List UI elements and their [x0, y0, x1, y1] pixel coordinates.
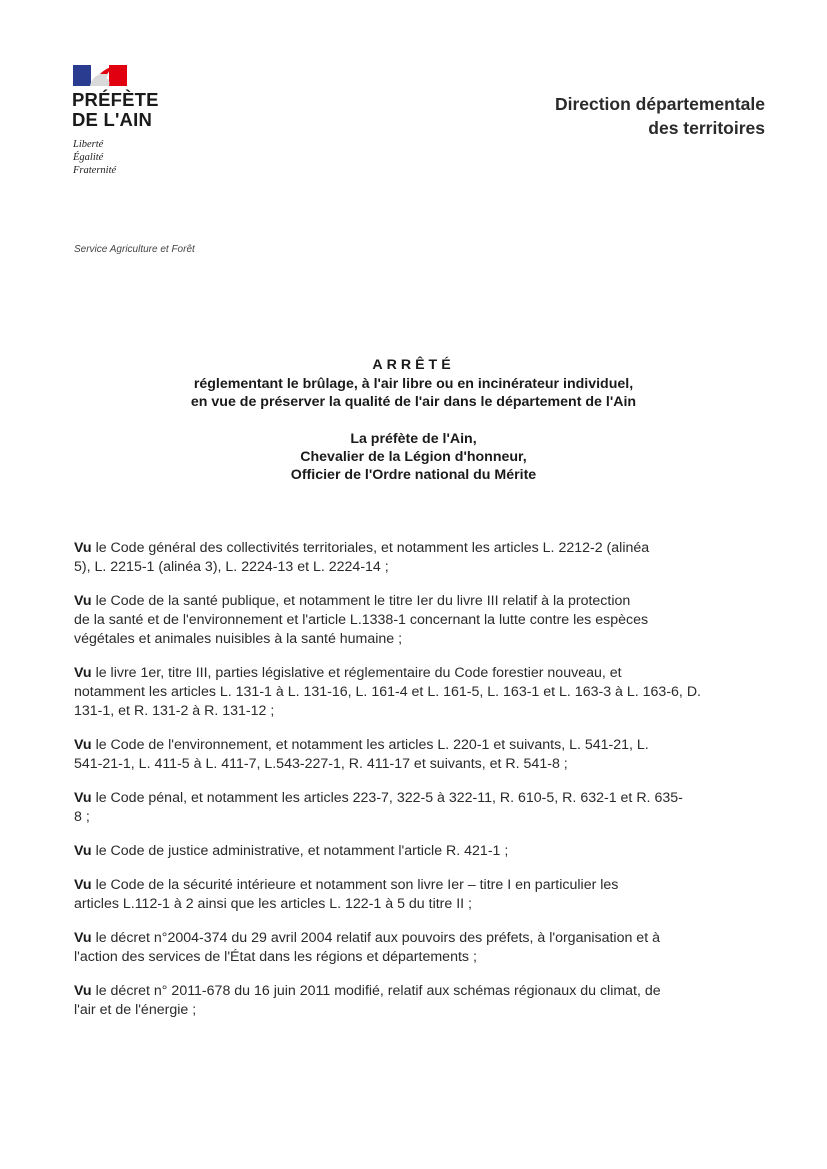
- visa-vu-label: Vu: [74, 593, 92, 609]
- visa-line: [74, 630, 764, 649]
- visa-line: [74, 929, 764, 948]
- decree-subtitle-line-2: en vue de préserver la qualité de l'air dans le département de l'Ain: [190, 394, 637, 410]
- logo-blue-band: [73, 65, 91, 86]
- visa-line: [74, 789, 764, 808]
- visa-line: [74, 539, 764, 558]
- visa-text: 8 ;: [74, 809, 90, 825]
- visa-text: articles L.112-1 à 2 ainsi que les articles L. 122-1 à 5 du titre II ;: [74, 896, 472, 912]
- logo-red-band: [109, 65, 127, 86]
- visa-line: [74, 1001, 764, 1020]
- visa-vu-label: Vu: [74, 843, 92, 859]
- visa-line: [74, 702, 764, 721]
- visa-paragraph: [74, 539, 764, 577]
- visa-paragraph: [74, 664, 764, 721]
- issuing-direction: [555, 92, 765, 140]
- visa-vu-label: Vu: [74, 737, 92, 753]
- visa-text: le Code général des collectivités territoriales, et notamment les articles L. 2212-2 (alinéa: [95, 540, 650, 556]
- visa-text: de la santé et de l'environnement et l'article L.1338-1 concernant la lutte contre les espèces: [74, 612, 649, 628]
- direction-line-2: des territoires: [648, 118, 765, 138]
- prefect-line-2: Chevalier de la Légion d'honneur,: [300, 449, 527, 465]
- visa-line: [74, 664, 764, 683]
- prefect-titles: [0, 430, 827, 484]
- visas-list: [74, 539, 764, 1035]
- visa-text: le Code de la sécurité intérieure et notamment son livre Ier – titre I en particulier les: [95, 877, 619, 893]
- visa-text: 541-21-1, L. 411-5 à L. 411-7, L.543-227-1, R. 411-17 et suivants, et R. 541-8 ;: [74, 756, 568, 772]
- visa-paragraph: [74, 842, 764, 861]
- visa-paragraph: [74, 982, 764, 1020]
- visa-vu-label: Vu: [74, 665, 92, 681]
- visa-vu-label: Vu: [74, 877, 92, 893]
- visa-text: le livre 1er, titre III, parties législative et réglementaire du Code forestier nouveau, et: [95, 665, 622, 681]
- visa-line: [74, 895, 764, 914]
- motto-egalite: Égalité: [73, 152, 104, 163]
- visa-text: le Code pénal, et notamment les articles 223-7, 322-5 à 322-11, R. 610-5, R. 632-1 et R. 635-: [95, 790, 683, 806]
- prefect-line-3: Officier de l'Ordre national du Mérite: [290, 467, 537, 483]
- visa-line: [74, 808, 764, 827]
- direction-line-1: Direction départementale: [554, 94, 765, 114]
- visa-text: le Code de la santé publique, et notamment le titre Ier du livre III relatif à la protection: [95, 593, 631, 609]
- visa-vu-label: Vu: [74, 983, 92, 999]
- visa-line: [74, 948, 764, 967]
- prefecture-line-2: DE L'AIN: [72, 109, 152, 130]
- visa-line: [74, 592, 764, 611]
- decree-title: [0, 356, 827, 411]
- visa-line: [74, 755, 764, 774]
- service-name: Service Agriculture et Forêt: [74, 244, 195, 255]
- visa-line: [74, 876, 764, 895]
- decree-heading: ARRÊTÉ: [372, 357, 455, 373]
- marianne-logo: [73, 65, 127, 86]
- visa-line: [74, 736, 764, 755]
- decree-subtitle-line-1: réglementant le brûlage, à l'air libre ou en incinérateur individuel,: [193, 376, 634, 392]
- visa-paragraph: [74, 876, 764, 914]
- visa-vu-label: Vu: [74, 930, 92, 946]
- visa-text: 131-1, et R. 131-2 à R. 131-12 ;: [74, 703, 275, 719]
- visa-line: [74, 683, 764, 702]
- prefecture-name: [72, 90, 159, 130]
- republic-motto: [73, 138, 116, 177]
- visa-text: l'action des services de l'État dans les régions et départements ;: [74, 949, 477, 965]
- visa-paragraph: [74, 592, 764, 649]
- visa-paragraph: [74, 736, 764, 774]
- visa-text: notamment les articles L. 131-1 à L. 131-16, L. 161-4 et L. 161-5, L. 163-1 et L. 163-3 à L. 163-6, D.: [74, 684, 702, 700]
- visa-vu-label: Vu: [74, 540, 92, 556]
- visa-paragraph: [74, 929, 764, 967]
- visa-line: [74, 558, 764, 577]
- visa-text: le Code de justice administrative, et notamment l'article R. 421-1 ;: [95, 843, 509, 859]
- visa-text: l'air et de l'énergie ;: [74, 1002, 197, 1018]
- visa-line: [74, 611, 764, 630]
- motto-fraternite: Fraternité: [73, 165, 117, 176]
- prefecture-line-1: PRÉFÈTE: [72, 89, 159, 110]
- visa-text: 5), L. 2215-1 (alinéa 3), L. 2224-13 et L. 2224-14 ;: [74, 559, 389, 575]
- visa-text: le Code de l'environnement, et notamment les articles L. 220-1 et suivants, L. 541-21, L.: [95, 737, 649, 753]
- visa-paragraph: [74, 789, 764, 827]
- visa-line: [74, 842, 764, 861]
- motto-liberte: Liberté: [73, 139, 104, 150]
- visa-line: [74, 982, 764, 1001]
- visa-vu-label: Vu: [74, 790, 92, 806]
- visa-text: végétales et animales nuisibles à la santé humaine ;: [74, 631, 403, 647]
- visa-text: le décret n° 2011-678 du 16 juin 2011 modifié, relatif aux schémas régionaux du climat, de: [95, 983, 661, 999]
- visa-text: le décret n°2004-374 du 29 avril 2004 relatif aux pouvoirs des préfets, à l'organisation et à: [95, 930, 660, 946]
- prefect-line-1: La préfète de l'Ain,: [350, 431, 477, 447]
